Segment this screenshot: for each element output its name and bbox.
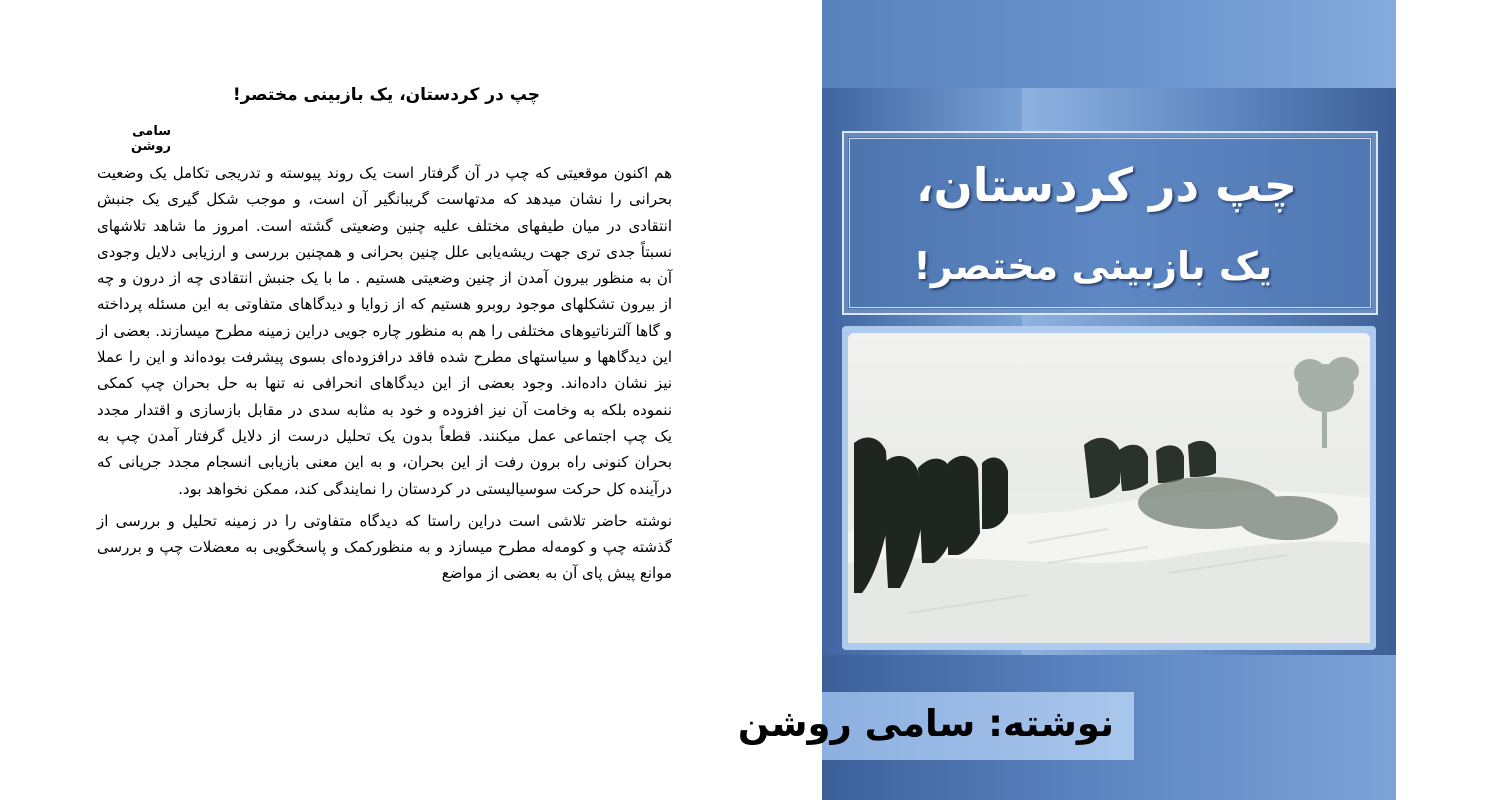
snowy-landscape-figures-image xyxy=(848,333,1370,643)
cover-title-line-1: چپ در کردستان، xyxy=(916,158,1297,212)
article-title: چپ در کردستان، یک بازبینی مختصر! xyxy=(232,85,540,105)
cover-photo-frame xyxy=(842,326,1376,650)
paragraph-1: هم اکنون موقعیتی که چپ در آن گرفتار است یک روند پیوسته و تدریجی تکامل یک وضعیت بحرانی را نشان میدهد که مدتهاست گریبانگیر آن است، و موجب شکل گیری یک جنبش انتقادی در میان طیفهای مختلف علیه چنین وضعیتی گشته است. امروز ما شاهد تلاشهای نسبتاً جدی تری جهت ریشه‌یابی علل چنین بحرانی و همچنین بررسی و ارزیابی دلایل وجودی آن به منظور بیرون آمدن از چنین وضعیتی هستیم . ما با یک جنبش انتقادی چه از درون و چه از بیرون تشکلهای موجود روبرو هستیم که از زوایا و دیدگاهای متفاوتی به این مسئله پرداخته و گاها آلترناتیوهای مختلفی را هم به منظور چاره جویی دراین زمینه مطرح میسازند. بعضی از این دیدگاهها و سیاستهای مطرح شده فاقد درافزوده‌ای بسوی پیشرفت بوده‌اند و این را عملا نیز نشان داده‌اند. وجود بعضی از این دیدگاهای انحرافی نه تنها به حل بحران چپ کمکی ننموده بلکه به وخامت آن نیز افزوده و خود به مثابه سدی در مقابل بازسازی و اقتدار مجدد یک چپ اجتماعی عمل میکنند. قطعاً بدون یک تحلیل درست از دلایل گرفتار آمدن چپ به بحران کنونی راه برون رفت از این بحران، و به این معنی بازیابی انسجام مجدد جریانی که درآینده کل حرکت سوسیالیستی در کردستان را نمایندگی کند، ممکن نخواهد بود. xyxy=(97,164,672,498)
paragraph-2: نوشته حاضر تلاشی است دراین راستا که دیدگاه متفاوتی را در زمینه تحلیل و بررسی از گذشته چپ و کومه‌له مطرح میسازد و به منظورکمک و پاسخگویی به معضلات چپ و بررسی موانع پیش پای آن به بعضی از مواضع xyxy=(97,511,672,583)
cover-band-top xyxy=(822,0,1396,88)
article-body xyxy=(97,160,672,593)
book-cover xyxy=(737,0,1396,800)
article-author: سامی روشن xyxy=(130,124,171,154)
cover-title-line-2: یک بازبینی مختصر! xyxy=(913,244,1272,288)
cover-author-label: نوشته: سامی روشن xyxy=(737,702,1114,745)
